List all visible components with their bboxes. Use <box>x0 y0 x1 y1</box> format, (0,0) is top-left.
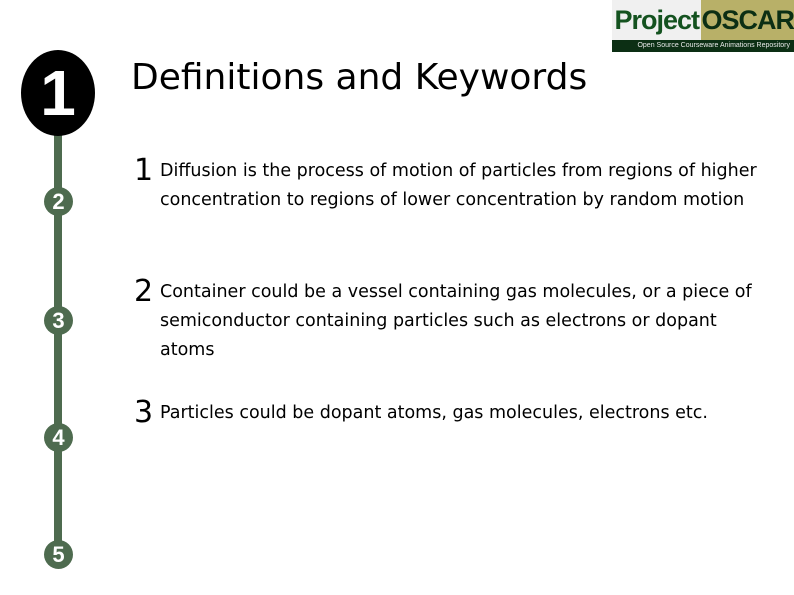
definition-number: 2 <box>134 274 154 309</box>
step-1-active[interactable]: 1 <box>21 50 95 136</box>
step-4[interactable]: 4 <box>44 423 73 452</box>
definition-text: Diffusion is the process of motion of particles from regions of higher concentration to regions of lower concentration by random motion <box>160 161 757 210</box>
definition-item <box>134 153 774 215</box>
logo-word-project: Project <box>612 0 701 40</box>
definition-item <box>134 395 774 430</box>
step-5[interactable]: 5 <box>44 540 73 569</box>
step-2[interactable]: 2 <box>44 187 73 216</box>
logo-wordmark <box>612 0 794 40</box>
slide-title: Definitions and Keywords <box>131 57 588 98</box>
project-oscar-logo <box>612 0 794 52</box>
definition-number: 1 <box>134 153 154 188</box>
definition-number: 3 <box>134 395 154 430</box>
step-3[interactable]: 3 <box>44 306 73 335</box>
definition-text: Container could be a vessel containing gas molecules, or a piece of semiconductor containing particles such as electrons or dopant atoms <box>160 282 752 360</box>
definition-text: Particles could be dopant atoms, gas molecules, electrons etc. <box>160 403 708 423</box>
logo-word-oscar: OSCAR <box>701 0 794 40</box>
logo-tagline: Open Source Courseware Animations Repository <box>637 42 790 49</box>
definition-item <box>134 274 774 365</box>
